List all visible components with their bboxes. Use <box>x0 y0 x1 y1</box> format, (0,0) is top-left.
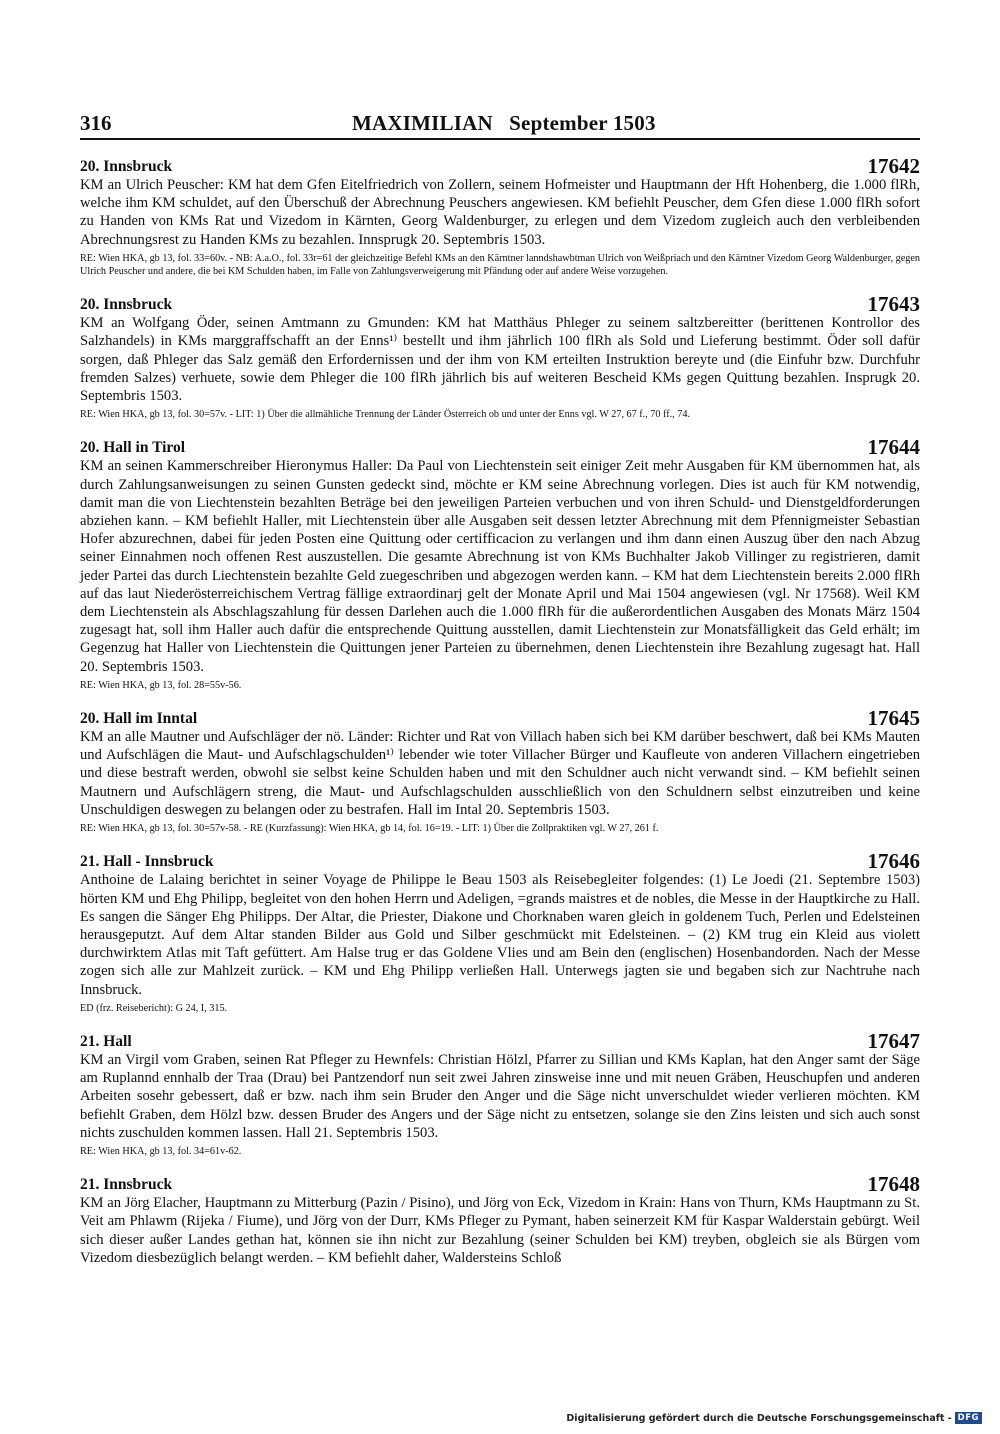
footer-text: Digitalisierung gefördert durch die Deutsche Forschungsgemeinschaft - <box>566 1412 952 1424</box>
entry-text: KM an alle Mautner und Aufschläger der nö. Länder: Richter und Rat von Villach haben sich bei KM darüber beschwert, daß bei KMs Mauten und Aufschlägen die Maut- und Aufschlagschulden¹⁾ lebender wie toter Villacher Bürger und Kaufleute von anderen Villachern eingetrieben und diese bestraft werden, obwohl sie selbst keine Schulden haben und mit den Schuldner auch nicht verwandt sind. – KM befiehlt seinen Mautnern und Aufschlägern streng, die Maut- und Aufschlagschulden ausschließlich von den Schuldnern selbst einzutreiben und keine Unschuldigen deswegen zu belangen oder zu bestrafen. Hall im Intal 20. Septembris 1503. <box>80 729 920 818</box>
entry-source: ED (frz. Reisebericht): G 24, I, 315. <box>80 1002 228 1014</box>
entry-number: 17642 <box>867 154 920 178</box>
entry-text: KM an Ulrich Peuscher: KM hat dem Gfen Eitelfriedrich von Zollern, seinem Hofmeister und Hauptmann der Hft Hohenberg, die 1.000 flRh, welche ihm KM schuldet, auf den Überschuß der Abrechnung Peuschers angewiesen. KM befiehlt Peuscher, dem Gfen diese 1.000 flRh sofort zu Handen von KMs Rat und Vizedom in Kärnten, Georg Waldenburger, zu erlegen und dem Vizedom zugleich auch den verbleibenden Abrechnungsrest zu Handen KMs zu bezahlen. Innsprugk 20. Septembris 1503. <box>80 177 920 248</box>
entry-number: 17646 <box>867 849 920 874</box>
entry-number: 17643 <box>867 292 920 317</box>
entry-text: KM an Virgil vom Graben, seinen Rat Pfleger zu Hewnfels: Christian Hölzl, Pfarrer zu Sillian und KMs Kaplan, hat den Anger samt der Säge am Ruplannd ennhalb der Traa (Drau) bei Pantzendorf nun seit zwei Jahren zinsweise inne und mit neuen Gräben, Heuschupfen und anderen Arbeiten sosehr gebessert, daß er bzw. nach ihm sein Bruder den Anger und die Säge nicht unverschuldet wieder verlieren möchten. KM befiehlt Graben, dem Hölzl bzw. dessen Bruder des Angers und der Säge nicht zu entsetzen, solange sie den Zins leisten und sich auch sonst nichts zuschulden kommen lassen. Hall 21. Septembris 1503. <box>80 1051 920 1141</box>
dfg-footer <box>566 1412 982 1424</box>
entry-place: 20. Innsbruck <box>80 296 173 314</box>
entry-17642 <box>80 156 920 278</box>
page-number: 316 <box>80 111 112 135</box>
document-page <box>80 106 920 1267</box>
entry-place: 20. Hall im Inntal <box>80 710 198 728</box>
entry-text: KM an Wolfgang Öder, seinen Amtmann zu Gmunden: KM hat Matthäus Phleger zu seinem saltzbereitter (berittenen Kontrollor des Salzhandels) in KMs marggraffschafft an der Enns¹⁾ bestellt und ihm jährlich 100 flRh als Sold und Lieferung bestimmt. Öder soll dafür sorgen, daß Phleger das Salz gemäß den Erfordernissen und der ihm von KM erteilten Instruktion bereyte und (die Einfuhr bzw. Durchfuhr fremden Salzes) verhuete, sowie dem Phleger die 100 flRh jährlich bis auf weiteren Bescheid KMs gegen Quittung bezahlen. Insprugk 20. Septembris 1503. <box>80 315 920 405</box>
entry-place: 21. Hall <box>80 1032 132 1050</box>
entry-place: 20. Innsbruck <box>80 158 173 175</box>
entry-17643 <box>80 294 920 421</box>
entry-place: 20. Hall in Tirol <box>80 439 186 457</box>
dfg-logo: DFG <box>955 1412 982 1424</box>
entry-source: RE: Wien HKA, gb 13, fol. 30=57v-58. - RE (Kurzfassung): Wien HKA, gb 14, fol. 16=19. - LIT: 1) Über die Zollpraktiken vgl. W 27, 261 f. <box>80 823 659 835</box>
entry-17647 <box>80 1028 920 1158</box>
entry-text: Anthoine de Lalaing berichtet in seiner Voyage de Philippe le Beau 1503 als Reisebegleiter folgendes: (1) Le Joedi (21. Septembre 1503) hörten KM und Ehg Philipp, begleitet von den hohen Herrn und Adeligen, =grands maistres et de nobles, die Messe in der Hauptkirche zu Hall. Es sangen die Sänger Ehg Philipps. Der Altar, die Priester, Diakone und Chorknaben waren gleich in goldenem Tuch, Perlen und Edelsteinen herausgeputzt. Auf dem Altar standen Bilder aus Gold und Silber geschmückt mit Edelsteinen. – (2) KM trug ein Kleid aus violett durchwirktem Atlas mit Taft gefüttert. Am Halse trug er das Goldene Vlies und am Bein den (englischen) Hosenbandorden. Nach der Messe zogen sich alle zur Mahlzeit zurück. – KM und Ehg Philipp verließen Hall. Unterwegs jagten sie und begaben sich zur Nachtruhe nach Innsbruck. <box>80 872 920 998</box>
entry-source: RE: Wien HKA, gb 13, fol. 34=61v-62. <box>80 1145 242 1157</box>
entry-17646 <box>80 851 920 1015</box>
entry-number: 17647 <box>867 1028 920 1053</box>
entry-number: 17644 <box>867 435 920 460</box>
entry-17648 <box>80 1174 920 1267</box>
page-title: MAXIMILIAN September 1503 <box>352 111 656 135</box>
entry-17645 <box>80 708 920 835</box>
entry-text: KM an Jörg Elacher, Hauptmann zu Mitterburg (Pazin / Pisino), und Jörg von Eck, Vizedom in Krain: Hans von Thurn, KMs Hauptmann zu St. Veit am Phlawm (Rijeka / Fiume), und Jörg von der Durr, KMs Pfleger zu Pymant, haben seinerzeit KM für Kaspar Walderstain gebürgt. Weil sich dieser außer Landes gethan hat, können sie ihn nicht zur Bezahlung (seiner Schulden bei KM) treyben, obgleich sie als Bürgen vom Vizedom diesbezüglich belangt werden. – KM befiehlt daher, Waldersteins Schloß <box>80 1195 920 1266</box>
entry-place: 21. Innsbruck <box>80 1176 173 1194</box>
entry-number: 17648 <box>867 1172 920 1197</box>
entry-source: RE: Wien HKA, gb 13, fol. 30=57v. - LIT: 1) Über die allmähliche Trennung der Länder Österreich ob und unter der Enns vgl. W 27, 67 f., 70 ff., 74. <box>80 409 691 421</box>
entry-source: RE: Wien HKA, gb 13, fol. 28=55v-56. <box>80 679 242 691</box>
entry-17644 <box>80 437 920 692</box>
entry-place: 21. Hall - Innsbruck <box>80 853 214 871</box>
page-header <box>80 106 920 140</box>
entry-text: KM an seinen Kammerschreiber Hieronymus Haller: Da Paul von Liechtenstein seit einiger Zeit mehr Ausgaben für KM übernommen hat, als durch Zahlungsanweisungen zu seinen Gunsten gedeckt sind, möchte er KM seine Abrechnung vorlegen. Dies ist auch für KM notwendig, damit man die von Liechtenstein bezahlten Beträge bei den jeweiligen Parteien verbuchen und von ihren Schuld- und Dienstgeldforderungen abziehen kann. – KM befiehlt Haller, mit Liechtenstein über alle Ausgaben seit dessen letzter Abrechnung mit dem Pfennigmeister Sebastian Hofer abzurechnen, dabei für jeden Posten eine Quittung oder certifficacion zu verlangen und ihm dann einen Auszug über den nach Abzug seiner Einnahmen noch offenen Rest auszustellen. Die gesamte Abrechnung ist von KMs Buchhalter Jakob Villinger zu registrieren, damit jeder Partei das durch Liechtenstein bezahlte Geld zuegeschriben und abgezogen werden kann. – KM hat dem Liechtenstein bereits 2.000 flRh auf das laut Niederösterreichischem Vertrag fällige extraordinarj gelt der Monate April und Mai 1504 angewiesen (vgl. Nr 17568). Weil KM dem Liechtenstein als Abschlagszahlung für dessen Darlehen auch die 1.000 flRh für die außerordentlichen Ausgaben des Monats März 1504 zugesagt hat, soll ihm Haller auch dafür die entsprechende Quittung ausstellen, damit Liechtenstein zur Monatsfälligkeit das Geld erhält; im Gegenzug hat Haller von Liechtenstein die Quittungen jener Parteien zu übernehmen, denen Liechtenstein ihre Bezahlung zugesagt hat. Hall 20. Septembris 1503. <box>80 458 920 675</box>
entry-source: RE: Wien HKA, gb 13, fol. 33=60v. - NB: A.a.O., fol. 33r=61 der gleichzeitige Befehl KMs an den Kärntner lanndshawbtman Ulrich von Weißpriach und den Kärntner Vizedom Georg Waldenburger, gegen Ulrich Peuscher und andere, die bei KM Schulden haben, im Falle von Zahlungsverweigerung mit Pfändung oder auf andere Weise vorzugehen. <box>80 252 920 278</box>
entry-number: 17645 <box>867 706 920 731</box>
